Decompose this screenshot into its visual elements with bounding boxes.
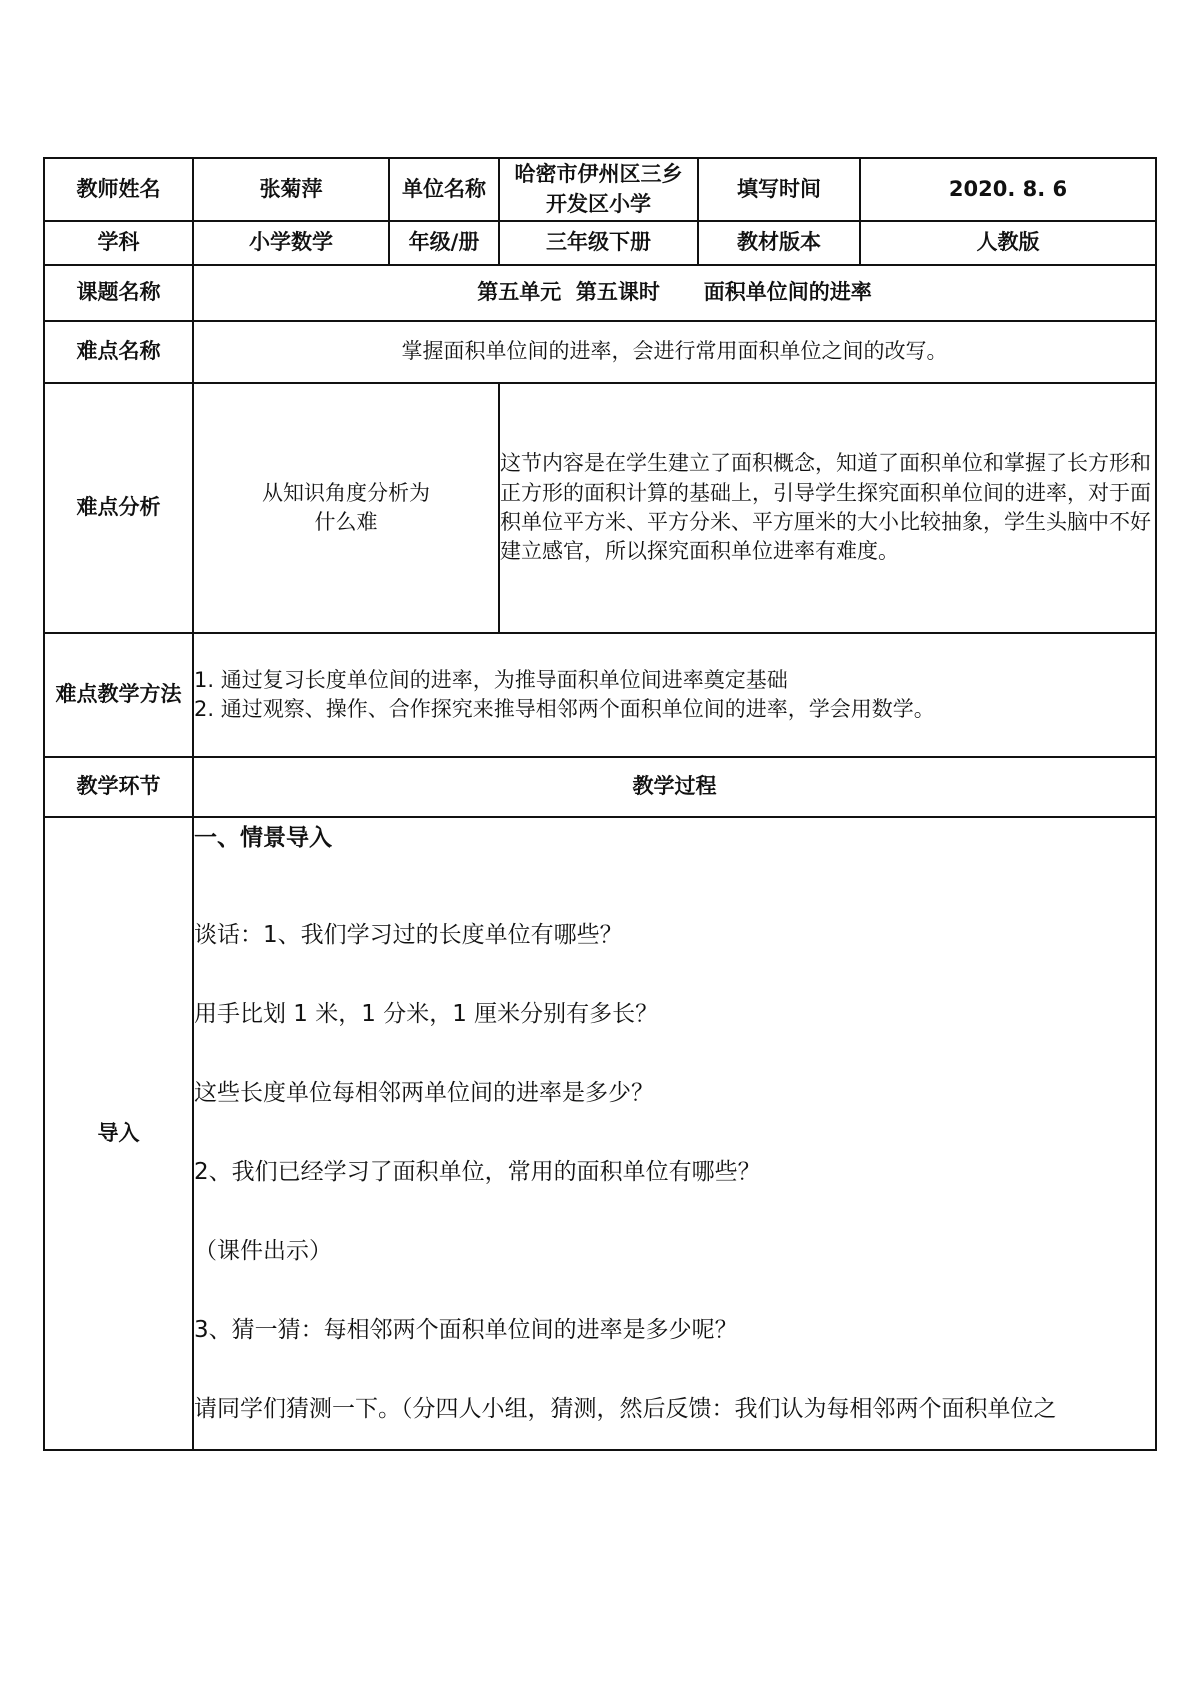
stage-label: 教学环节 — [44, 757, 193, 817]
header-row-2 — [44, 221, 1156, 265]
lesson-plan-table — [43, 157, 1157, 1451]
intro-line: （课件出示） — [194, 1238, 332, 1264]
intro-line: 3、猜一猜：每相邻两个面积单位间的进率是多少呢？ — [194, 1317, 738, 1343]
header-row-1 — [44, 158, 1156, 221]
method-item-2: 2. 通过观察、操作、合作探究来推导相邻两个面积单位间的进率，学会用数学。 — [194, 697, 935, 721]
analysis-question — [193, 383, 499, 633]
difficulty-value: 掌握面积单位间的进率，会进行常用面积单位之间的改写。 — [193, 321, 1156, 383]
grade-value: 三年级下册 — [499, 221, 698, 265]
analysis-question-line2: 什么难 — [314, 510, 378, 534]
subject-value: 小学数学 — [193, 221, 389, 265]
difficulty-label: 难点名称 — [44, 321, 193, 383]
unit-value — [499, 158, 698, 221]
intro-heading: 一、情景导入 — [194, 825, 332, 851]
intro-line: 这些长度单位每相邻两单位间的进率是多少？ — [194, 1080, 654, 1106]
intro-line: 用手比划 1 米，1 分米，1 厘米分别有多长？ — [194, 1001, 659, 1027]
teacher-value: 张菊萍 — [193, 158, 389, 221]
subject-label: 学科 — [44, 221, 193, 265]
analysis-row — [44, 383, 1156, 633]
intro-line: 谈话：1、我们学习过的长度单位有哪些？ — [194, 922, 623, 948]
intro-line: 请同学们猜测一下。（分四人小组，猜测，然后反馈：我们认为每相邻两个面积单位之 — [194, 1396, 1057, 1422]
intro-line: 2、我们已经学习了面积单位，常用的面积单位有哪些？ — [194, 1159, 761, 1185]
unit-value-line1: 哈密市伊州区三乡 — [514, 162, 683, 187]
topic-label: 课题名称 — [44, 265, 193, 321]
teacher-label: 教师姓名 — [44, 158, 193, 221]
unit-label: 单位名称 — [389, 158, 499, 221]
methods-row — [44, 633, 1156, 757]
topic-row — [44, 265, 1156, 321]
analysis-text: 这节内容是在学生建立了面积概念，知道了面积单位和掌握了长方形和正方形的面积计算的基础上，引导学生探究面积单位间的进率，对于面积单位平方米、平方分米、平方厘米的大小比较抽象，学生头脑中不好建立感官，所以探究面积单位进率有难度。 — [499, 383, 1156, 633]
intro-process — [193, 817, 1156, 1450]
topic-value: 第五单元 第五课时 面积单位间的进率 — [193, 265, 1156, 321]
date-value: 2020. 8. 6 — [860, 158, 1156, 221]
edition-value: 人教版 — [860, 221, 1156, 265]
date-label: 填写时间 — [698, 158, 860, 221]
method-item-1: 1. 通过复习长度单位间的进率，为推导面积单位间进率奠定基础 — [194, 667, 788, 692]
process-label: 教学过程 — [193, 757, 1156, 817]
difficulty-row — [44, 321, 1156, 383]
edition-label: 教材版本 — [698, 221, 860, 265]
unit-value-line2: 开发区小学 — [546, 191, 651, 216]
methods-list — [193, 633, 1156, 757]
methods-label: 难点教学方法 — [44, 633, 193, 757]
analysis-label: 难点分析 — [44, 383, 193, 633]
process-header-row — [44, 757, 1156, 817]
analysis-question-line1: 从知识角度分析为 — [262, 480, 430, 505]
grade-label: 年级/册 — [389, 221, 499, 265]
intro-stage: 导入 — [44, 817, 193, 1450]
intro-row — [44, 817, 1156, 1450]
